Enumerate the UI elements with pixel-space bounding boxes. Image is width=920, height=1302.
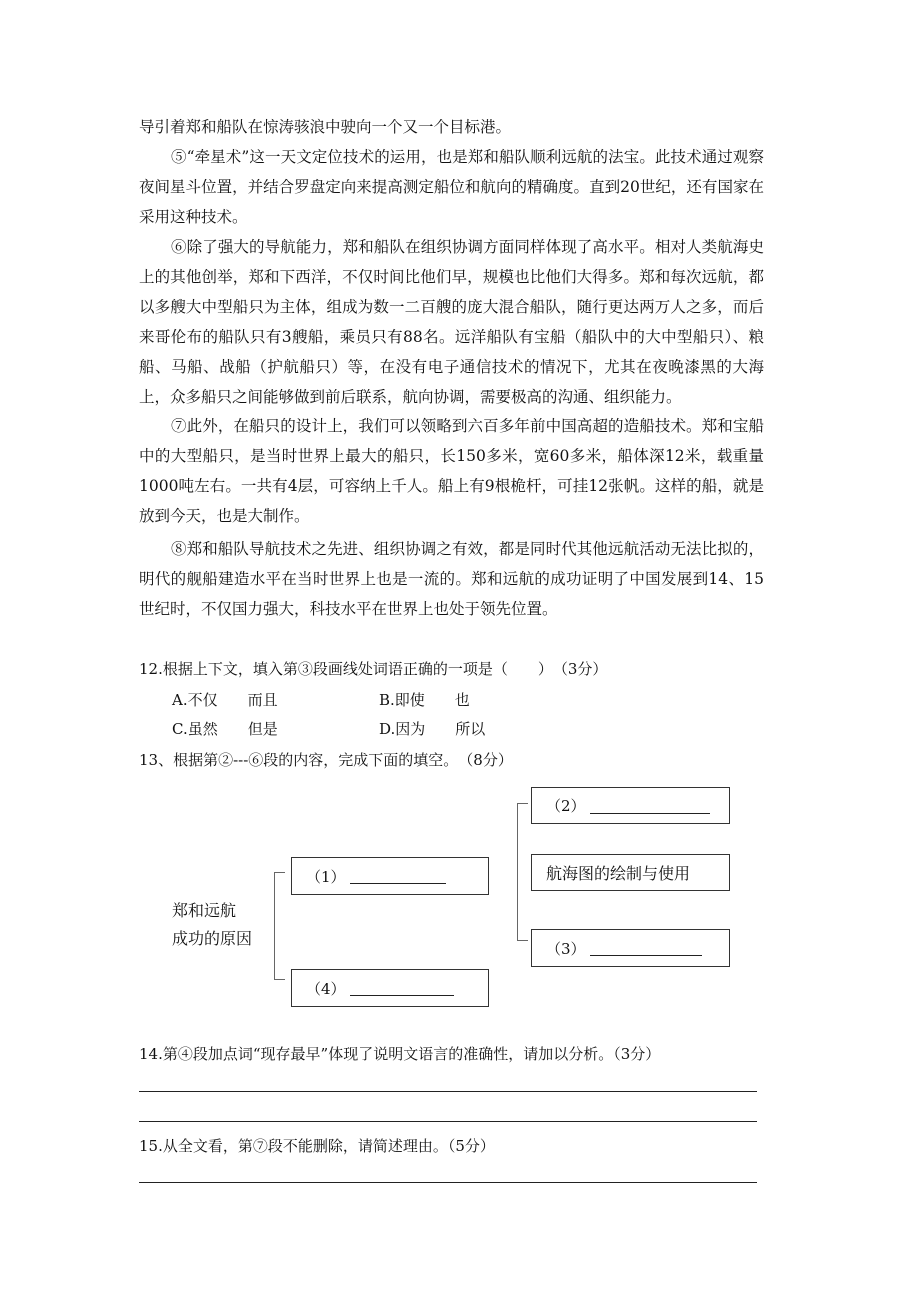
diagram-box-3 [531, 929, 730, 967]
paragraph-5: ⑤“牵星术”这一天文定位技术的运用，也是郑和船队顺利远航的法宝。此技术通过观察夜间星斗位置，并结合罗盘定向来提高测定船位和航向的精确度。直到20世纪，还有国家在采用这种技术。 [139, 148, 764, 226]
box-2-label: （2） [546, 797, 586, 815]
diagram-root-label-line1: 郑和远航 [172, 901, 237, 920]
paragraph-7: ⑦此外，在船只的设计上，我们可以领略到六百多年前中国高超的造船技术。郑和宝船中的大型船只，是当时世界上最大的船只，长150多米，宽60多米，船体深12米，载重量1000吨左右。一共有4层，可容纳上千人。船上有9根桅杆，可挂12张帆。这样的船，就是放到今天，也是大制作。 [139, 417, 764, 525]
q14-answer-line-1[interactable] [139, 1091, 757, 1092]
question-12-stem: 12.根据上下文，填入第③段画线处词语正确的一项是（ ） （3分） [139, 660, 608, 678]
right-bracket [517, 803, 528, 941]
diagram-box-1 [291, 857, 489, 895]
q14-answer-line-2[interactable] [139, 1121, 757, 1122]
diagram-box-2 [531, 787, 730, 824]
diagram-box-navigation [531, 854, 730, 891]
q12-option-b[interactable]: B.即使 也 [379, 691, 470, 709]
box-1-label: （1） [306, 867, 346, 886]
box-navigation-label: 航海图的绘制与使用 [546, 864, 691, 883]
diagram-box-4 [291, 969, 489, 1007]
question-14-stem: 14.第④段加点词“现存最早”体现了说明文语言的准确性，请加以分析。（3分） [139, 1045, 661, 1063]
answer-blank-4[interactable] [350, 980, 454, 996]
q15-answer-line-1[interactable] [139, 1182, 757, 1183]
answer-blank-2[interactable] [590, 798, 710, 814]
question-15-stem: 15.从全文看，第⑦段不能删除，请简述理由。（5分） [139, 1137, 495, 1155]
q12-option-a[interactable]: A.不仅 而且 [172, 691, 278, 709]
answer-blank-3[interactable] [590, 940, 702, 956]
box-3-label: （3） [546, 939, 586, 958]
q12-option-c[interactable]: C.虽然 但是 [172, 720, 278, 738]
answer-blank-1[interactable] [350, 868, 446, 884]
paragraph-6: ⑥除了强大的导航能力，郑和船队在组织协调方面同样体现了高水平。相对人类航海史上的其他创举，郑和下西洋，不仅时间比他们早，规模也比他们大得多。郑和每次远航，都以多艘大中型船只为主体，组成为数一二百艘的庞大混合船队，随行更达两万人之多，而后来哥伦布的船队只有3艘船，乘员只有88名。远洋船队有宝船（船队中的大中型船只）、粮船、马船、战船（护航船只）等，在没有电子通信技术的情况下，尤其在夜晚漆黑的大海上，众多船只之间能够做到前后联系，航向协调，需要极高的沟通、组织能力。 [139, 238, 764, 406]
q12-option-d[interactable]: D.因为 所以 [379, 720, 486, 738]
box-4-label: （4） [306, 979, 346, 998]
diagram-root-label-line2: 成功的原因 [172, 929, 253, 948]
passage-intro-line: 导引着郑和船队在惊涛骇浪中驶向一个又一个目标港。 [139, 118, 512, 136]
paragraph-8: ⑧郑和船队导航技术之先进、组织协调之有效，都是同时代其他远航活动无法比拟的，明代的舰船建造水平在当时世界上也是一流的。郑和远航的成功证明了中国发展到14、15世纪时，不仅国力强大，科技水平在世界上也处于领先位置。 [139, 540, 764, 618]
left-bracket [274, 872, 285, 980]
question-13-stem: 13、根据第②---⑥段的内容，完成下面的填空。 （8分） [139, 751, 513, 769]
